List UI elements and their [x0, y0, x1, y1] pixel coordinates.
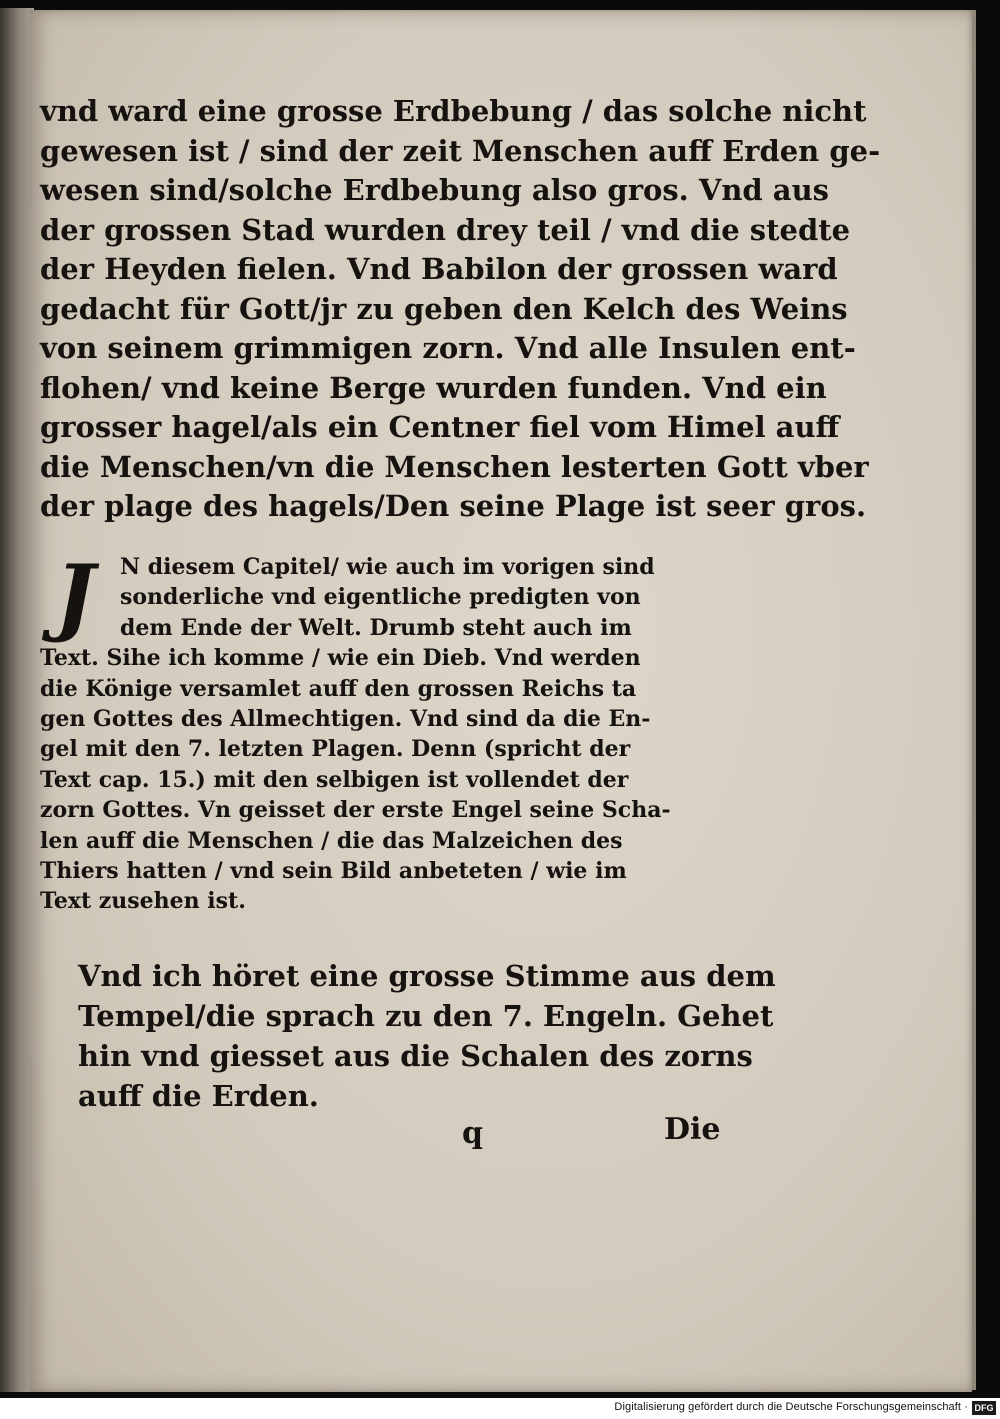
text-line: flohen/ vnd keine Berge wurden funden. Vnd ein [40, 370, 827, 405]
decorated-initial: J [55, 546, 95, 645]
text-line: Text zusehen ist. [40, 888, 246, 915]
text-line: gel mit den 7. letzten Plagen. Denn (spricht der [40, 736, 631, 763]
text-line: die Menschen/vn die Menschen lesterten Gott vber [40, 449, 869, 484]
text-line: Thiers hatten / vnd sein Bild anbeteten / wie im [40, 857, 627, 884]
text-line: zorn Gottes. Vn geisset der erste Engel seine Scha- [40, 797, 671, 824]
text-line: gen Gottes des Allmechtigen. Vnd sind da die En- [40, 705, 651, 732]
text-line: hin vnd giesset aus die Schalen des zorns [78, 1039, 753, 1073]
verse-block-2 [78, 956, 778, 1116]
text-line: Vnd ich höret eine grosse Stimme aus dem [78, 959, 776, 993]
text-line: Text. Sihe ich komme / wie ein Dieb. Vnd werden [40, 645, 641, 672]
text-line: die Könige versamlet auff den grossen Reichs ta [40, 675, 637, 702]
text-line: N diesem Capitel/ wie auch im vorigen sind [120, 554, 655, 580]
text-line: gewesen ist / sind der zeit Menschen auff Erden ge- [40, 133, 881, 168]
text-line: grosser hagel/als ein Centner fiel vom Himel auff [40, 410, 840, 444]
commentary-block [40, 546, 740, 917]
signature-mark: q [462, 1116, 483, 1151]
book-spine [0, 8, 34, 1392]
funding-credit: Digitalisierung gefördert durch die Deutsche Forschungsgemeinschaft · [614, 1401, 968, 1413]
text-line: wesen sind/solche Erdbebung also gros. Vnd aus [40, 173, 830, 207]
verse-block [40, 92, 881, 527]
text-line: sonderliche vnd eigentliche predigten von [120, 584, 641, 611]
text-line: auff die Erden. [78, 1079, 319, 1113]
text-line: von seinem grimmigen zorn. Vnd alle Insulen ent- [40, 331, 856, 365]
text-line: gedacht für Gott/jr zu geben den Kelch des Weins [40, 291, 848, 326]
text-line: der plage des hagels/Den seine Plage ist seer gros. [40, 489, 867, 523]
text-line: dem Ende der Welt. Drumb steht auch im [120, 614, 632, 641]
dfg-logo: DFG [972, 1401, 996, 1415]
text-line: der grossen Stad wurden drey teil / vnd die stedte [40, 212, 851, 247]
text-line: Text cap. 15.) mit den selbigen ist vollendet der [40, 766, 629, 793]
catchword: Die [664, 1112, 721, 1147]
page-edge [972, 10, 976, 1390]
text-line: Tempel/die sprach zu den 7. Engeln. Gehet [78, 999, 774, 1033]
text-line: len auff die Menschen / die das Malzeichen des [40, 827, 623, 854]
text-line: der Heyden fielen. Vnd Babilon der grossen ward [40, 252, 838, 286]
text-line: vnd ward eine grosse Erdbebung / das solche nicht [40, 94, 867, 128]
